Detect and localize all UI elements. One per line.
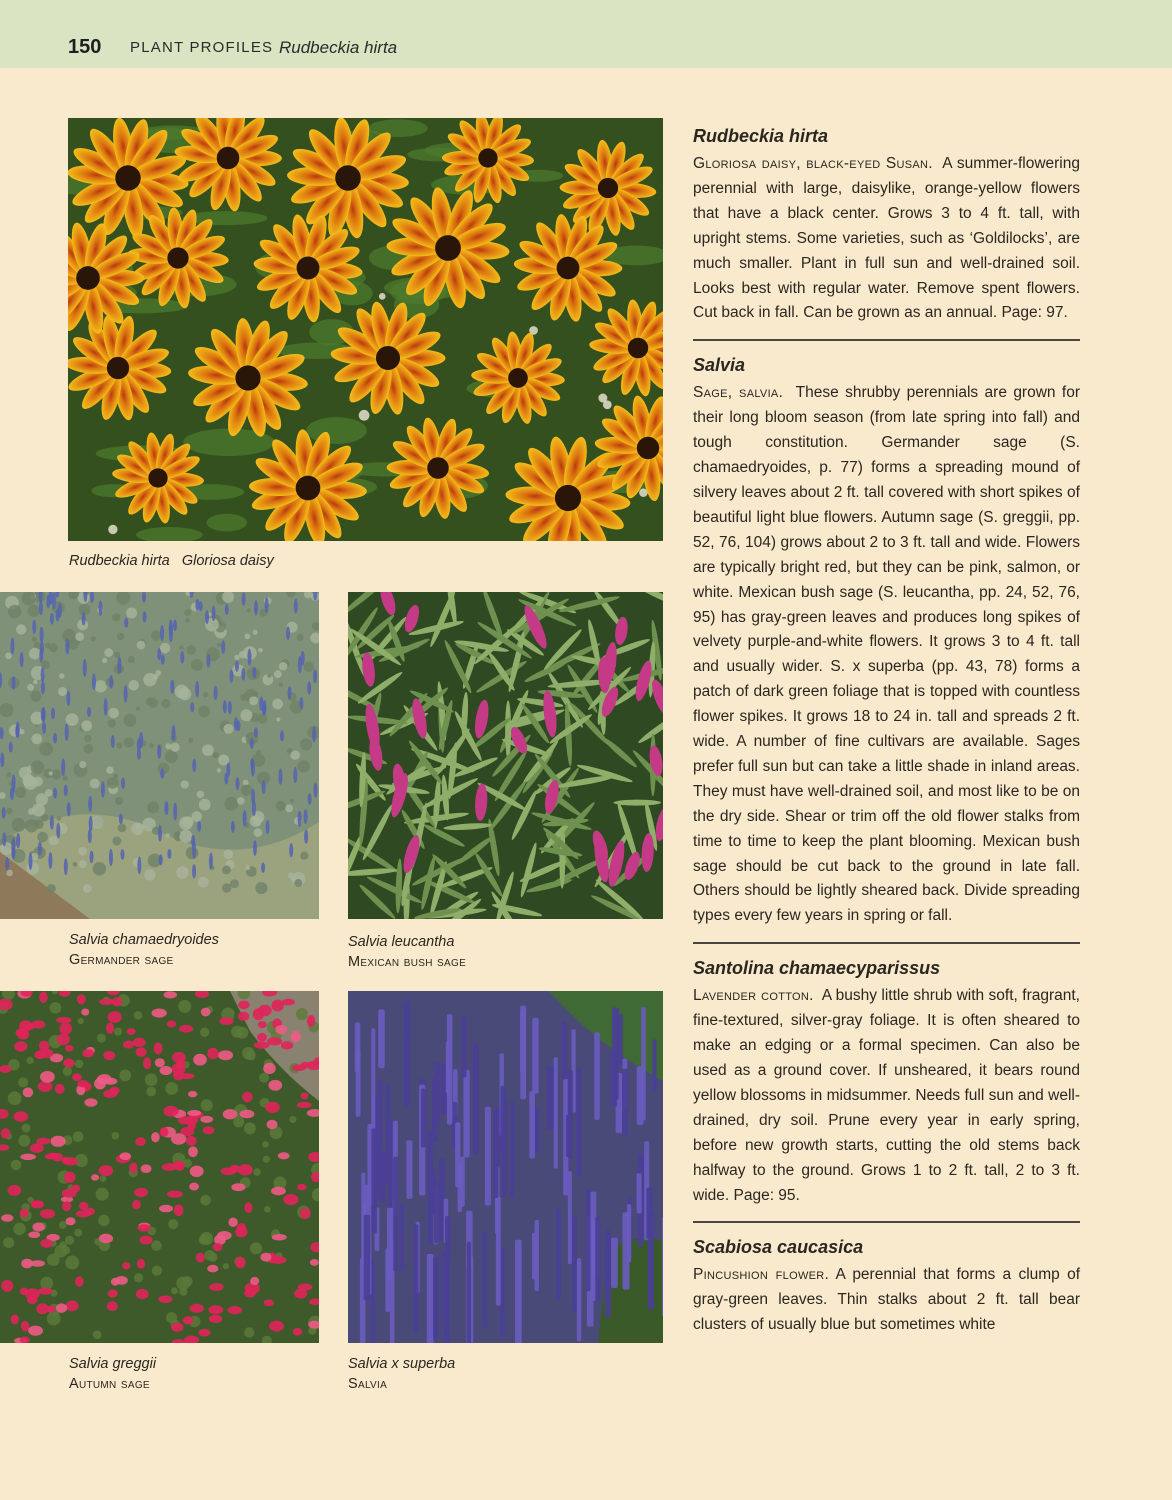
entry-common-name: Gloriosa daisy, black-eyed Susan. xyxy=(693,155,933,172)
caption-scientific: Salvia x superba xyxy=(348,1356,456,1372)
entry-salvia xyxy=(693,349,1080,929)
caption-common: Salvia xyxy=(348,1376,388,1392)
rudbeckia-photo xyxy=(68,118,663,541)
caption-common: Autumn sage xyxy=(69,1376,150,1392)
entry-santolina xyxy=(693,952,1080,1208)
text-column xyxy=(693,120,1080,1338)
mexican-bush-sage-photo xyxy=(348,592,663,919)
caption-common: Germander sage xyxy=(69,952,174,968)
entry-rudbeckia xyxy=(693,120,1080,326)
entry-common-name: Pincushion flower. xyxy=(693,1266,830,1284)
entry-divider xyxy=(693,1221,1080,1223)
caption-common: Mexican bush sage xyxy=(348,954,467,970)
entry-common-name: Lavender cotton. xyxy=(693,987,814,1005)
section-title: PLANT PROFILES xyxy=(130,39,274,56)
entry-title: Scabiosa caucasica xyxy=(693,1237,864,1258)
entry-divider xyxy=(693,339,1080,341)
germander-sage-photo xyxy=(0,592,319,919)
caption-superba xyxy=(348,1354,455,1394)
salvia-superba-photo xyxy=(348,991,663,1343)
running-title: Rudbeckia hirta xyxy=(279,38,398,57)
entry-body: A bushy little shrub with soft, fragrant, fine-textured, silver-gray foliage. It is often sheared to make an edging or a formal specimen. Can also be used as a ground cover. If unsheared, it bears round yellow blossoms in midsummer. Needs full sun and well-drained, dry soil. Prune every year in early spring, before new growth starts, cutting the old stems back halfway to the ground. Grows 1 to 2 ft. tall, 2 to 3 ft. wide. Page: 95. xyxy=(693,987,1080,1204)
caption-common: Gloriosa daisy xyxy=(181,553,274,569)
entry-body: A perennial that forms a clump of gray-green leaves. Thin stalks about 2 ft. tall bear clusters of usually blue but sometimes white xyxy=(693,1266,1080,1334)
autumn-sage-photo xyxy=(0,991,319,1343)
entry-body: A summer-flowering perennial with large, daisylike, orange-yellow flowers that have a black center. Grows 3 to 4 ft. tall, with upright stems. Some varieties, such as ‘Goldilocks’, are much smaller. Plant in full sun and well-drained soil. Looks best with regular water. Remove spent flowers. Cut back in fall. Can be grown as an annual. Page: 97. xyxy=(693,155,1080,322)
page-number: 150 xyxy=(68,36,102,58)
caption-scientific: Salvia greggii xyxy=(69,1356,157,1372)
entry-text xyxy=(693,1263,1080,1338)
caption-leucantha xyxy=(348,932,466,972)
caption-scientific: Salvia leucantha xyxy=(348,934,455,950)
entry-title: Santolina chamaecyparissus xyxy=(693,958,941,979)
entry-text xyxy=(693,381,1080,929)
entry-scabiosa xyxy=(693,1231,1080,1338)
caption-germander xyxy=(69,930,219,970)
entry-divider xyxy=(693,942,1080,944)
caption-greggii xyxy=(69,1354,156,1394)
header-band xyxy=(0,0,1172,68)
entry-common-name: Sage, salvia. xyxy=(693,384,784,402)
entry-text xyxy=(693,152,1080,326)
entry-text xyxy=(693,984,1080,1208)
entry-title: Salvia xyxy=(693,355,746,376)
caption-scientific: Salvia chamaedryoides xyxy=(69,932,219,948)
caption-scientific: Rudbeckia hirta xyxy=(69,553,170,569)
entry-body: These shrubby perennials are grown for their long bloom season (from late spring into fall) and tough constitution. Germander sage (S. chamaedryoides, p. 77) forms a spreading mound of silvery leaves about 2 ft. tall covered with short spikes of beautiful light blue flowers. Autumn sage (S. greggii, pp. 52, 76, 104) grows about 2 to 3 ft. tall and wide. Flowers are typically bright red, but they can be pink, salmon, or white. Mexican bush sage (S. leucantha, pp. 24, 52, 76, 95) has gray-green leaves and produces long spikes of velvety purple-and-white flowers. It grows 3 to 4 ft. tall and usually wider. S. x superba (pp. 43, 78) forms a patch of dark green foliage that is topped with countless flower spikes. It grows 18 to 24 in. tall and spreads 2 ft. wide. A number of fine cultivars are available. Sages prefer full sun but can take a little shade in inland areas. They must have well-drained soil, and most like to be on the dry side. Shear or trim off the old flower stalks from time to time to keep the plant blooming. Mexican bush sage should be cut back to the ground in late fall. Others should be lightly sheared back. Divide spreading types every few years in spring or fall. xyxy=(693,384,1080,925)
entry-title: Rudbeckia hirta xyxy=(693,126,829,146)
caption-rudbeckia xyxy=(69,551,274,571)
